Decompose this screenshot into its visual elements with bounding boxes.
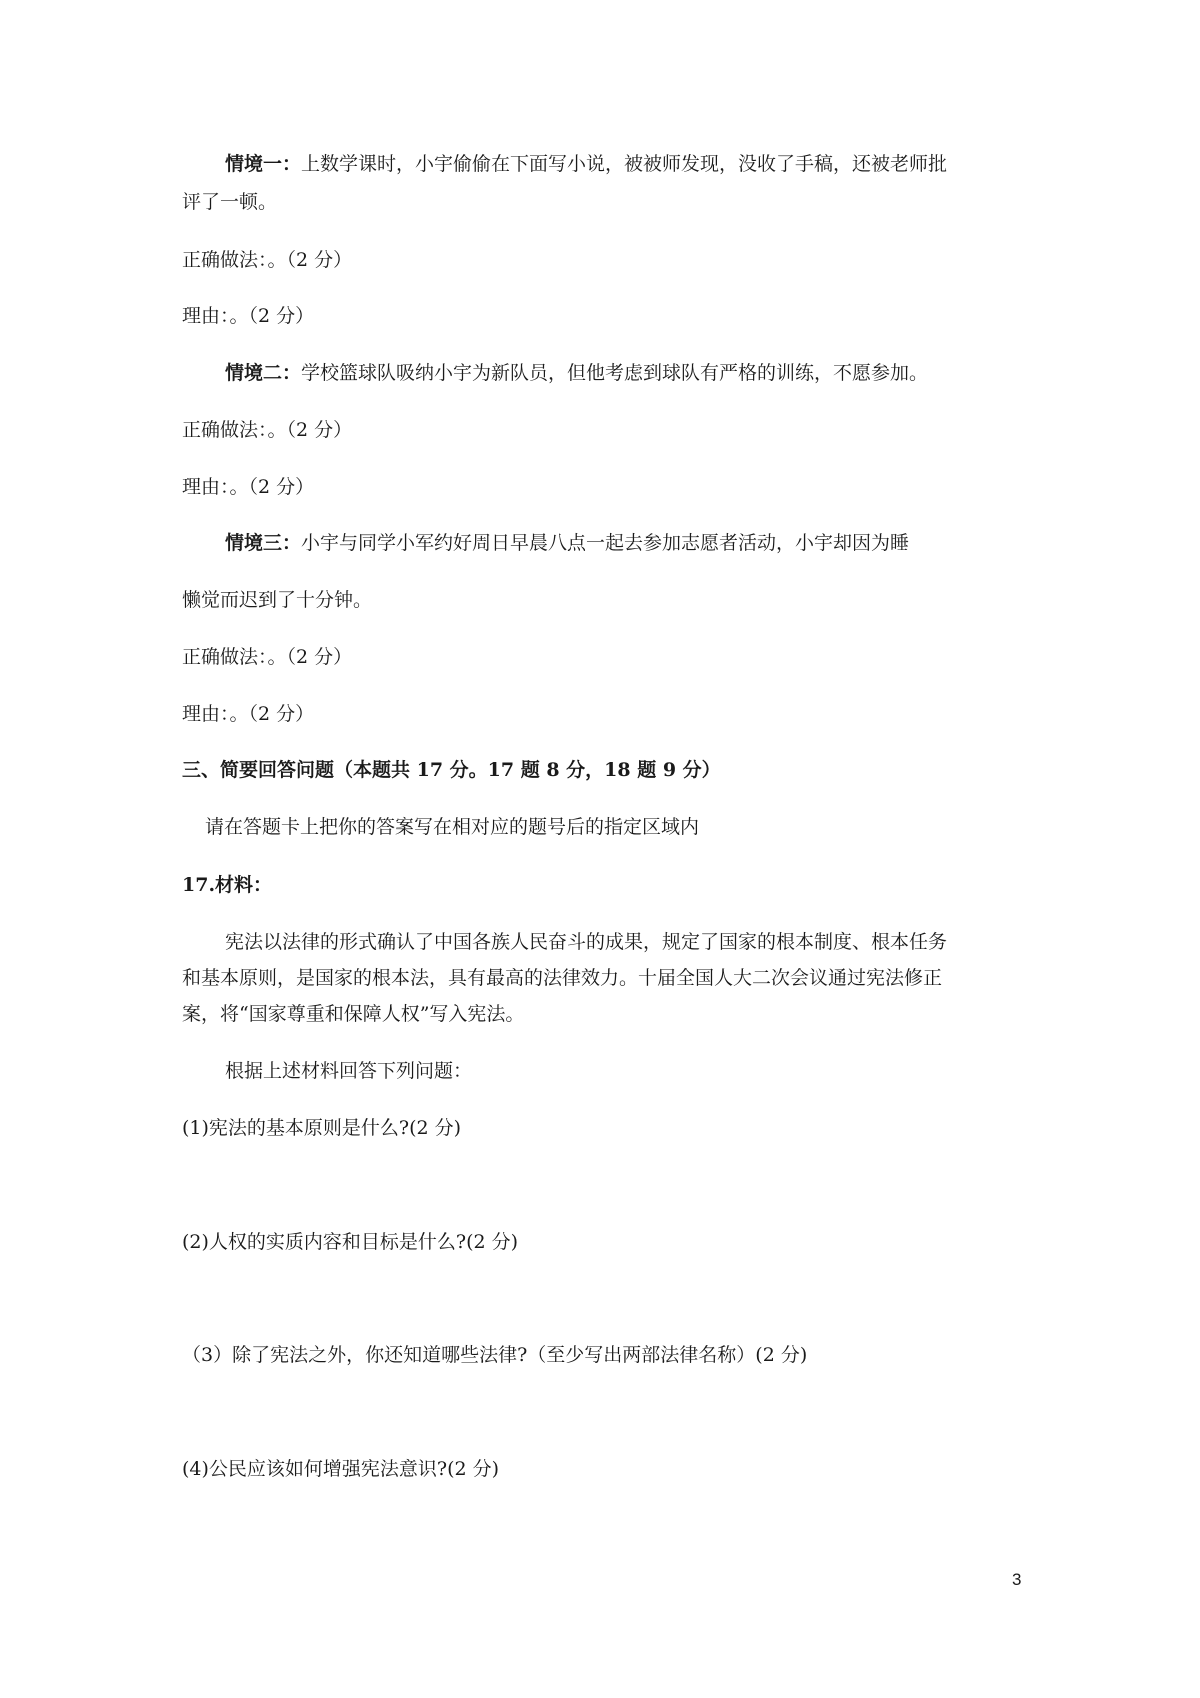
scenario2-label: 情境二： [225,362,302,384]
scenario3-line2: 懒觉而迟到了十分钟。 [182,589,373,611]
scenario2-practice: 正确做法：。（2 分） [182,419,353,441]
section3-heading: 三、简要回答问题（本题共 17 分。17 题 8 分，18 题 9 分） [182,759,721,781]
q17-title: 17.材料： [182,874,273,896]
scenario1-practice: 正确做法：。（2 分） [182,249,353,271]
q17-material-line3: 案，将“国家尊重和保障人权”写入宪法。 [182,1003,525,1025]
q17-material-line1: 宪法以法律的形式确认了中国各族人民奋斗的成果，规定了国家的根本制度、根本任务 [225,931,948,953]
scenario2-line [225,359,928,387]
q17-question-1: (1)宪法的基本原则是什么?(2 分) [182,1117,462,1139]
scenario1-label: 情境一： [225,153,302,175]
scenario3-text: 小宇与同学小军约好周日早晨八点一起去参加志愿者活动，小宇却因为睡 [301,532,910,554]
scenario3-line1 [225,529,909,557]
scenario3-practice: 正确做法：。（2 分） [182,646,353,668]
q17-question-4: (4)公民应该如何增强宪法意识?(2 分) [182,1458,500,1480]
section3-instruction: 请在答题卡上把你的答案写在相对应的题号后的指定区域内 [205,816,700,838]
scenario1-reason: 理由：。（2 分） [182,305,315,327]
scenario1-text: 上数学课时，小宇偷偷在下面写小说，被被师发现，没收了手稿，还被老师批 [301,153,948,175]
q17-material-line2: 和基本原则，是国家的根本法，具有最高的法律效力。十届全国人大二次会议通过宪法修正 [182,967,943,989]
q17-question-3: （3）除了宪法之外，你还知道哪些法律?（至少写出两部法律名称）(2 分) [182,1344,808,1366]
q17-prompt: 根据上述材料回答下列问题： [225,1060,473,1082]
scenario3-label: 情境三： [225,532,302,554]
scenario2-text: 学校篮球队吸纳小宇为新队员，但他考虑到球队有严格的训练，不愿参加。 [301,362,929,384]
scenario1-line2: 评了一顿。 [182,191,278,213]
page-number: 3 [1012,1570,1022,1589]
q17-question-2: (2)人权的实质内容和目标是什么?(2 分) [182,1231,519,1253]
scenario1-line1 [225,150,947,178]
scenario2-reason: 理由：。（2 分） [182,476,315,498]
scenario3-reason: 理由：。（2 分） [182,703,315,725]
